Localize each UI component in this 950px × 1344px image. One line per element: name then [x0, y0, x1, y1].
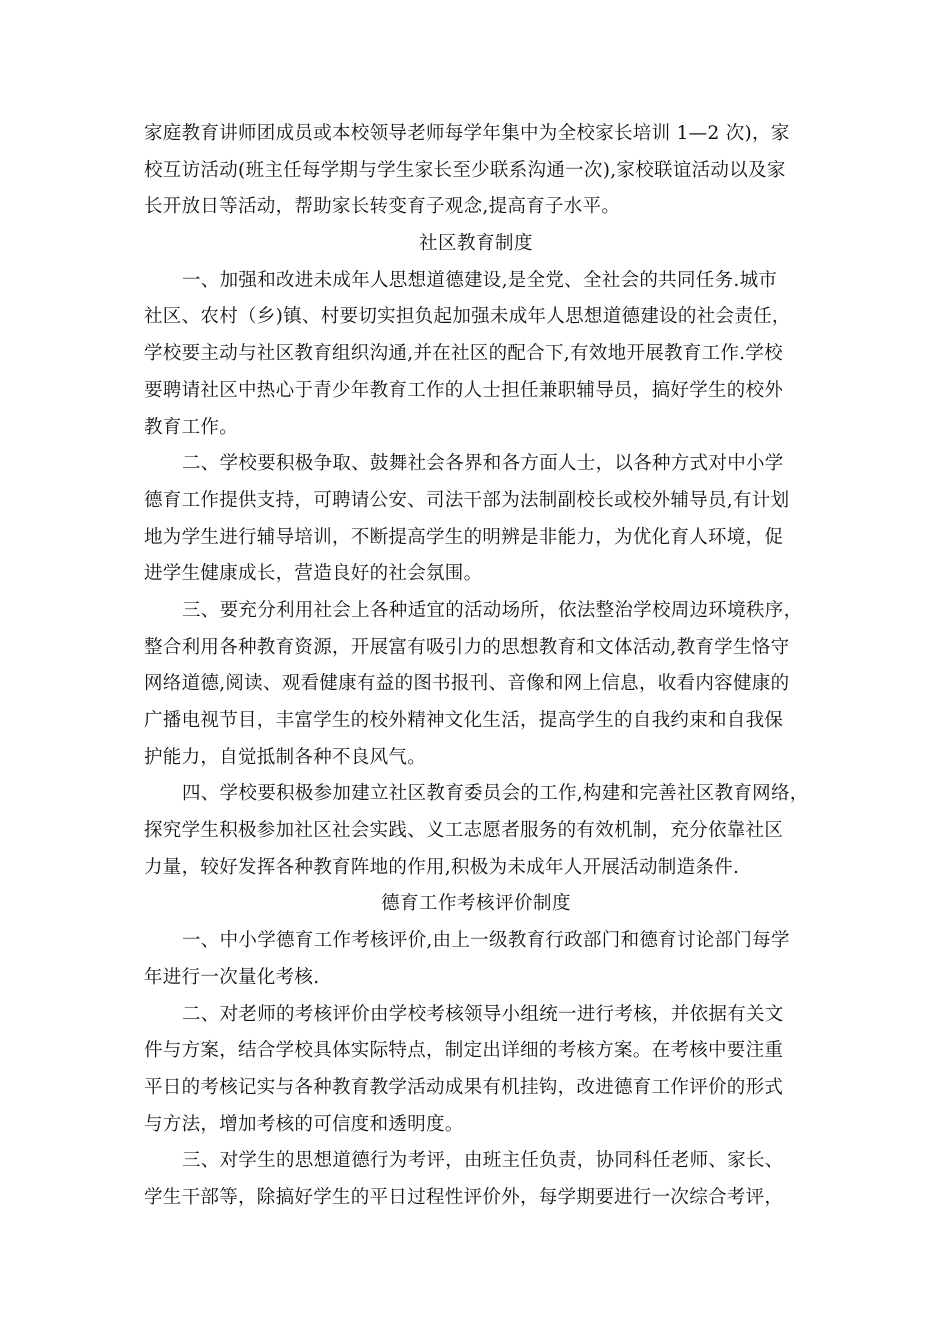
- text-line: 校互访活动(班主任每学期与学生家长至少联系沟通一次),家校联谊活动以及家: [144, 159, 786, 181]
- text-line: 二、对老师的考核评价由学校考核领导小组统一进行考核，并依据有关文: [182, 1003, 784, 1025]
- section-heading-evaluation: 德育工作考核评价制度: [380, 893, 571, 915]
- paragraph-evaluation-1: [144, 923, 808, 996]
- text-line: 学生干部等，除搞好学生的平日过程性评价外，每学期要进行一次综合考评，: [144, 1186, 784, 1208]
- text-line: 探究学生积极参加社区社会实践、义工志愿者服务的有效机制，充分依靠社区: [144, 820, 784, 842]
- paragraph-community-1: [144, 263, 808, 446]
- text-line: 平日的考核记实与各种教育教学活动成果有机挂钩，改进德育工作评价的形式: [144, 1076, 784, 1098]
- paragraph-community-3: [144, 593, 808, 776]
- text-line: 一、加强和改进未成年人思想道德建设,是全党、全社会的共同任务.城市: [182, 269, 778, 291]
- text-line: 与方法，增加考核的可信度和透明度。: [144, 1113, 464, 1135]
- text-line: 一、中小学德育工作考核评价,由上一级教育行政部门和德育讨论部门每学: [182, 930, 790, 952]
- paragraph-evaluation-3: [144, 1143, 808, 1216]
- paragraph-intro: [144, 116, 808, 226]
- text-line: 件与方案，结合学校具体实际特点，制定出详细的考核方案。在考核中要注重: [144, 1040, 784, 1062]
- text-line: 学校要主动与社区教育组织沟通,并在社区的配合下,有效地开展教育工作.学校: [144, 343, 783, 365]
- text-line: 网络道德,阅读、观看健康有益的图书报刊、音像和网上信息，收看内容健康的: [144, 673, 790, 695]
- text-line: 进学生健康成长，营造良好的社会氛围。: [144, 563, 483, 585]
- section-heading-community: 社区教育制度: [418, 233, 533, 255]
- text-line: 二、学校要积极争取、鼓舞社会各界和各方面人士，以各种方式对中小学: [182, 453, 784, 475]
- text-line: 年进行一次量化考核.: [144, 966, 320, 988]
- text-line: 家庭教育讲师团成员或本校领导老师每学年集中为全校家长培训 1—2 次)，家: [144, 123, 790, 144]
- text-line: 力量，较好发挥各种教育阵地的作用,积极为未成年人开展活动制造条件.: [144, 856, 740, 878]
- text-line: 德育工作提供支持，可聘请公安、司法干部为法制副校长或校外辅导员,有计划: [144, 489, 790, 511]
- paragraph-evaluation-2: [144, 997, 808, 1144]
- text-line: 三、要充分利用社会上各种适宜的活动场所，依法整治学校周边环境秩序，: [182, 599, 803, 621]
- text-line: 三、对学生的思想道德行为考评，由班主任负责，协同科任老师、家长、: [182, 1150, 784, 1172]
- text-line: 长开放日等活动，帮助家长转变育子观念,提高育子水平。: [144, 196, 621, 218]
- text-line: 地为学生进行辅导培训，不断提高学生的明辨是非能力，为优化育人环境，促: [144, 526, 784, 548]
- text-line: 四、学校要积极参加建立社区教育委员会的工作,构建和完善社区教育网络，: [182, 783, 809, 805]
- text-line: 教育工作。: [144, 416, 239, 438]
- text-line: 整合利用各种教育资源，开展富有吸引力的思想教育和文体活动,教育学生恪守: [144, 636, 790, 658]
- paragraph-community-4: [144, 776, 808, 886]
- text-line: 要聘请社区中热心于青少年教育工作的人士担任兼职辅导员，搞好学生的校外: [144, 379, 784, 401]
- text-line: 社区、农村（乡)镇、村要切实担负起加强未成年人思想道德建设的社会责任，: [144, 306, 791, 328]
- text-line: 广播电视节目，丰富学生的校外精神文化生活，提高学生的自我约束和自我保: [144, 710, 784, 731]
- paragraph-community-2: [144, 446, 808, 593]
- text-line: 护能力，自觉抵制各种不良风气。: [144, 746, 427, 768]
- document-page: [144, 116, 808, 1217]
